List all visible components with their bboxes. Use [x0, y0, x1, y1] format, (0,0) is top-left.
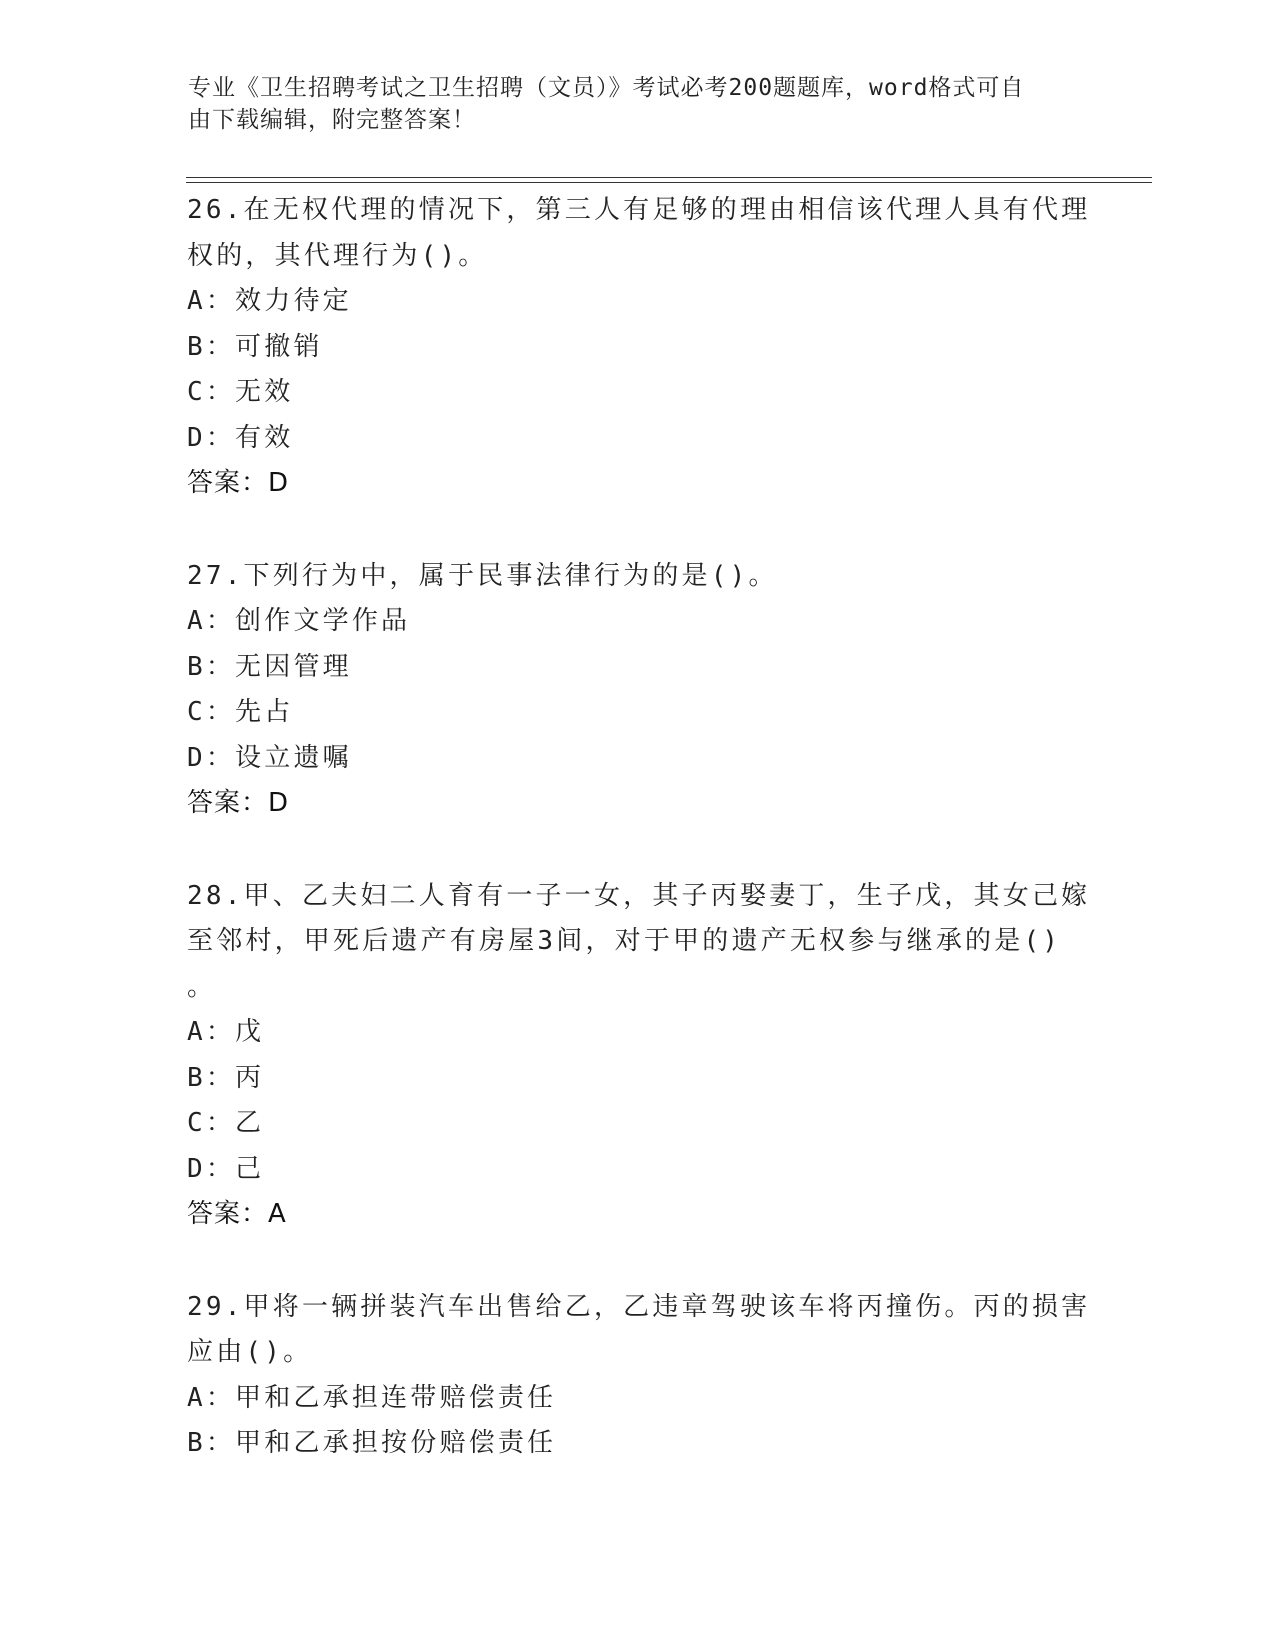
option-a: A：甲和乙承担连带赔偿责任: [187, 1382, 557, 1413]
question-spacer: [187, 827, 1087, 874]
answer-line: 答案：D: [187, 788, 290, 818]
question-stem-line: 28.甲、乙夫妇二人育有一子一女，其子丙娶妻丁，生子戊，其女己嫁: [187, 880, 1091, 911]
question-spacer: [187, 507, 1087, 554]
option-b: B：甲和乙承担按份赔偿责任: [187, 1428, 557, 1458]
option-a: A：戊: [187, 1017, 265, 1047]
question-list: [187, 188, 1091, 1467]
option-d: D：己: [187, 1153, 265, 1184]
header-line-1: 专业《卫生招聘考试之卫生招聘（文员）》考试必考200题题库，word格式可自: [188, 75, 1025, 101]
question-stem-line: 29.甲将一辆拼装汽车出售给乙，乙违章驾驶该车将丙撞伤。丙的损害: [187, 1291, 1091, 1322]
option-c: C：乙: [187, 1108, 265, 1138]
question-spacer: [187, 1238, 1087, 1285]
header-rule-bottom: [186, 182, 1152, 183]
option-a: A：效力待定: [187, 286, 352, 316]
question-stem-line: 应由()。: [187, 1337, 313, 1367]
option-d: D：有效: [187, 422, 294, 453]
question-stem-line: 27.下列行为中，属于民事法律行为的是()。: [187, 560, 778, 591]
option-c: C：无效: [187, 377, 294, 407]
answer-line: 答案：D: [187, 468, 290, 498]
option-a: A：创作文学作品: [187, 606, 411, 636]
option-b: B：丙: [187, 1062, 265, 1093]
question-stem-line: 权的，其代理行为()。: [187, 240, 488, 271]
option-b: B：无因管理: [187, 651, 352, 682]
document-header: [188, 72, 1088, 136]
question-28: [187, 874, 1091, 1238]
answer-line: 答案：A: [187, 1199, 287, 1229]
option-c: C：先占: [187, 697, 294, 727]
option-b: B：可撤销: [187, 331, 323, 362]
question-26: [187, 188, 1091, 507]
question-29: [187, 1285, 1091, 1467]
option-d: D：设立遗嘱: [187, 742, 352, 773]
question-27: [187, 554, 1087, 827]
header-rule-top: [186, 177, 1152, 178]
question-stem-line: 至邻村，甲死后遗产有房屋3间，对于甲的遗产无权参与继承的是(): [187, 926, 1062, 956]
question-stem-line: 26.在无权代理的情况下，第三人有足够的理由相信该代理人具有代理: [187, 195, 1091, 225]
header-line-2: 由下载编辑，附完整答案！: [188, 107, 476, 133]
question-stem-line: 。: [187, 971, 217, 1002]
